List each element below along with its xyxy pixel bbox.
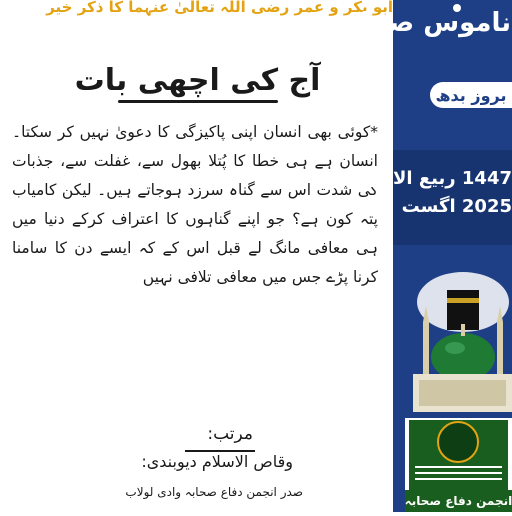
quote-body: [12, 118, 378, 292]
hijri-date: 1447 ربیع الاول: [366, 168, 512, 189]
gregorian-date: 2025 اگست: [401, 196, 512, 217]
sidebar-logo: ناموس صحابہ: [335, 8, 511, 38]
org-name: انجمن دفاع صحابہ: [405, 490, 512, 512]
compiler-title: صدر انجمن دفاع صحابہ وادی لولاب: [125, 485, 303, 499]
top-banner: ابو بکر و عمر رضی اللہ تعالیٰ عنہما کا ذکر خیر: [46, 0, 393, 16]
headline-underline: [118, 100, 278, 103]
headline-box: [74, 58, 321, 102]
compiler-label: مرتب:: [207, 424, 253, 444]
quote-paragraph: *کوئی بھی انسان اپنی پاکیزگی کا دعویٰ نہیں کر سکتا۔ انسان ہے ہی خطا کا پُتلا بھول سے، غفلت سے، جذبات کی شدت اس سے گناہ سرزد ہوجاتے ہیں۔ لیکن کامیاب پتہ کون ہے؟ جو اپنے گناہوں کا اعتراف کرکے دنیا میں ہی معافی مانگ لے قبل اس کے کہ ایسے دن کا سامنا کرنا پڑے جس میں معافی تلافی نہیں: [12, 123, 378, 286]
compiler-name: وقاص الاسلام دیوبندی:: [141, 452, 293, 471]
kaaba-image: [413, 262, 512, 412]
day-badge: بروز بدھ: [430, 82, 512, 108]
mosque-icon: [413, 262, 512, 412]
headline: آج کی اچھی بات: [74, 62, 321, 98]
